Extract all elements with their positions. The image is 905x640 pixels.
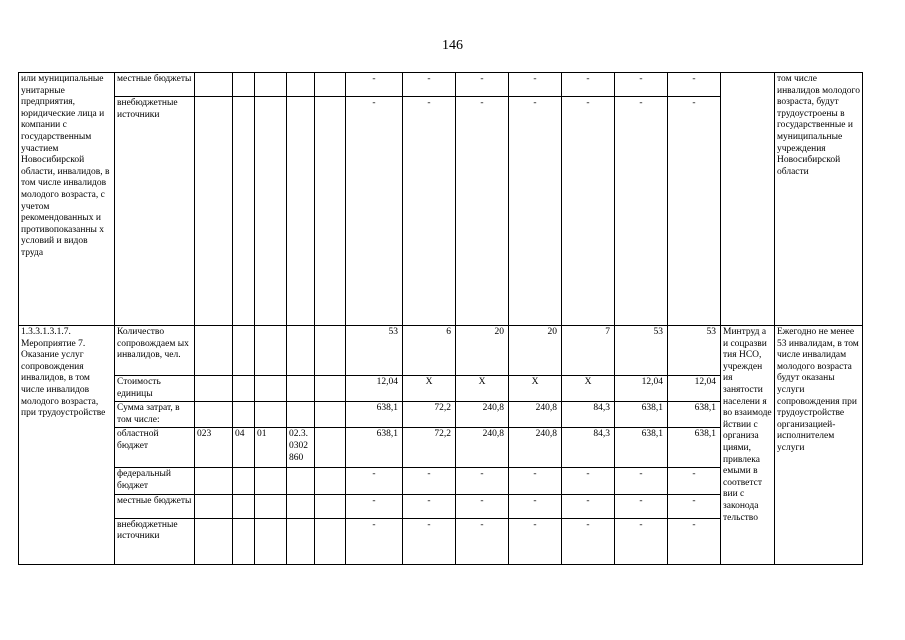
code-cell	[195, 97, 233, 326]
value-cell: -	[509, 73, 562, 97]
row-label-cell: Количество сопровождаем ых инвалидов, чел.	[115, 326, 195, 376]
value-cell: -	[346, 518, 403, 564]
value-cell: 12,04	[615, 376, 668, 402]
value-cell: -	[509, 97, 562, 326]
value-cell: X	[456, 376, 509, 402]
row-label-cell: внебюджетные источники	[115, 97, 195, 326]
value-cell: -	[668, 97, 721, 326]
code-cell: 01	[255, 428, 287, 468]
page-number: 146	[442, 38, 463, 53]
value-cell: 53	[668, 326, 721, 376]
value-cell: -	[403, 494, 456, 518]
row-label-cell: Стоимость единицы	[115, 376, 195, 402]
code-cell	[255, 376, 287, 402]
value-cell: -	[403, 468, 456, 494]
code-cell	[287, 326, 315, 376]
row-label-cell: местные бюджеты	[115, 494, 195, 518]
row-label-cell: областной бюджет	[115, 428, 195, 468]
code-cell	[195, 73, 233, 97]
code-cell	[315, 402, 346, 428]
code-cell	[255, 326, 287, 376]
code-cell	[233, 518, 255, 564]
value-cell: X	[509, 376, 562, 402]
value-cell: -	[346, 73, 403, 97]
value-cell: -	[509, 518, 562, 564]
value-cell: 12,04	[668, 376, 721, 402]
code-cell	[195, 494, 233, 518]
code-cell	[195, 326, 233, 376]
value-cell: 638,1	[615, 428, 668, 468]
value-cell: 84,3	[562, 428, 615, 468]
code-cell	[287, 468, 315, 494]
value-cell: 240,8	[456, 428, 509, 468]
code-cell	[233, 376, 255, 402]
code-cell	[315, 428, 346, 468]
code-cell	[233, 468, 255, 494]
value-cell: -	[668, 73, 721, 97]
value-cell: -	[562, 97, 615, 326]
value-cell: 7	[562, 326, 615, 376]
code-cell	[315, 326, 346, 376]
value-cell: -	[562, 73, 615, 97]
code-cell	[315, 376, 346, 402]
value-cell: 638,1	[615, 402, 668, 428]
result-cell: Ежегодно не менее 53 инвалидам, в том числе инвалидам молодого возраста будут оказаны услуги сопровождения при трудоустройстве организацией-исполнителем услуги	[775, 326, 863, 565]
value-cell: 638,1	[346, 428, 403, 468]
value-cell: 638,1	[668, 428, 721, 468]
value-cell: 20	[456, 326, 509, 376]
code-cell	[233, 326, 255, 376]
value-cell: 53	[346, 326, 403, 376]
value-cell: -	[403, 518, 456, 564]
measure-name-cell: или муниципальные унитарные предприятия, юридические лица и компании с государственным участием Новосибирской области, инвалидов, в том числе инвалидов молодого возраста, с учетом рекомендованных и противопоказанны х условий и видов труда	[19, 73, 115, 326]
row-label-cell: внебюджетные источники	[115, 518, 195, 564]
value-cell: 240,8	[456, 402, 509, 428]
code-cell	[255, 73, 287, 97]
value-cell: -	[562, 518, 615, 564]
value-cell: -	[562, 494, 615, 518]
value-cell: 12,04	[346, 376, 403, 402]
value-cell: -	[615, 518, 668, 564]
program-table	[18, 72, 905, 565]
value-cell: -	[346, 468, 403, 494]
value-cell: -	[668, 518, 721, 564]
row-label-cell: местные бюджеты	[115, 73, 195, 97]
value-cell: 72,2	[403, 402, 456, 428]
value-cell: 53	[615, 326, 668, 376]
code-cell	[233, 73, 255, 97]
code-cell: 023	[195, 428, 233, 468]
table-row	[19, 73, 905, 97]
code-cell	[315, 73, 346, 97]
value-cell: -	[456, 468, 509, 494]
value-cell: 240,8	[509, 402, 562, 428]
code-cell	[287, 494, 315, 518]
code-cell	[255, 494, 287, 518]
executor-cell: Минтруд а и соцразви тия НСО, учрежден ия занятости населени я во взаимоде йствии с организа циями, привлека емыми в соответст вии с законода тельство	[721, 326, 775, 565]
code-cell	[255, 468, 287, 494]
table-row	[19, 326, 905, 376]
measure-name-cell: 1.3.3.1.3.1.7. Мероприятие 7. Оказание услуг сопровождения инвалидов, в том числе инвалидов молодого возраста, при трудоустройстве	[19, 326, 115, 565]
value-cell: -	[668, 494, 721, 518]
value-cell: X	[403, 376, 456, 402]
code-cell: 02.3. 0302 860	[287, 428, 315, 468]
code-cell	[195, 518, 233, 564]
value-cell: -	[615, 97, 668, 326]
code-cell	[233, 402, 255, 428]
result-cell: том числе инвалидов молодого возраста, будут трудоустроены в государственные и муниципальные учреждения Новосибирской области	[775, 73, 863, 326]
value-cell: X	[562, 376, 615, 402]
value-cell: 72,2	[403, 428, 456, 468]
code-cell	[233, 97, 255, 326]
code-cell	[195, 468, 233, 494]
value-cell: -	[456, 518, 509, 564]
code-cell	[255, 402, 287, 428]
code-cell	[233, 494, 255, 518]
value-cell: -	[346, 494, 403, 518]
value-cell: -	[403, 97, 456, 326]
code-cell	[195, 402, 233, 428]
row-label-cell: Сумма затрат, в том числе:	[115, 402, 195, 428]
code-cell	[287, 73, 315, 97]
value-cell: -	[562, 468, 615, 494]
value-cell: -	[509, 468, 562, 494]
code-cell	[287, 97, 315, 326]
code-cell	[255, 518, 287, 564]
value-cell: 638,1	[346, 402, 403, 428]
value-cell: -	[346, 97, 403, 326]
code-cell	[287, 518, 315, 564]
value-cell: -	[668, 468, 721, 494]
value-cell: -	[456, 494, 509, 518]
code-cell: 04	[233, 428, 255, 468]
code-cell	[287, 376, 315, 402]
executor-cell	[721, 73, 775, 326]
value-cell: 20	[509, 326, 562, 376]
value-cell: 240,8	[509, 428, 562, 468]
value-cell: -	[403, 73, 456, 97]
value-cell: -	[456, 97, 509, 326]
value-cell: -	[456, 73, 509, 97]
code-cell	[315, 97, 346, 326]
value-cell: -	[615, 468, 668, 494]
value-cell: -	[615, 73, 668, 97]
value-cell: -	[509, 494, 562, 518]
row-label-cell: федеральный бюджет	[115, 468, 195, 494]
value-cell: 638,1	[668, 402, 721, 428]
code-cell	[315, 494, 346, 518]
value-cell: 6	[403, 326, 456, 376]
code-cell	[255, 97, 287, 326]
code-cell	[315, 468, 346, 494]
value-cell: -	[615, 494, 668, 518]
code-cell	[287, 402, 315, 428]
code-cell	[195, 376, 233, 402]
code-cell	[315, 518, 346, 564]
value-cell: 84,3	[562, 402, 615, 428]
